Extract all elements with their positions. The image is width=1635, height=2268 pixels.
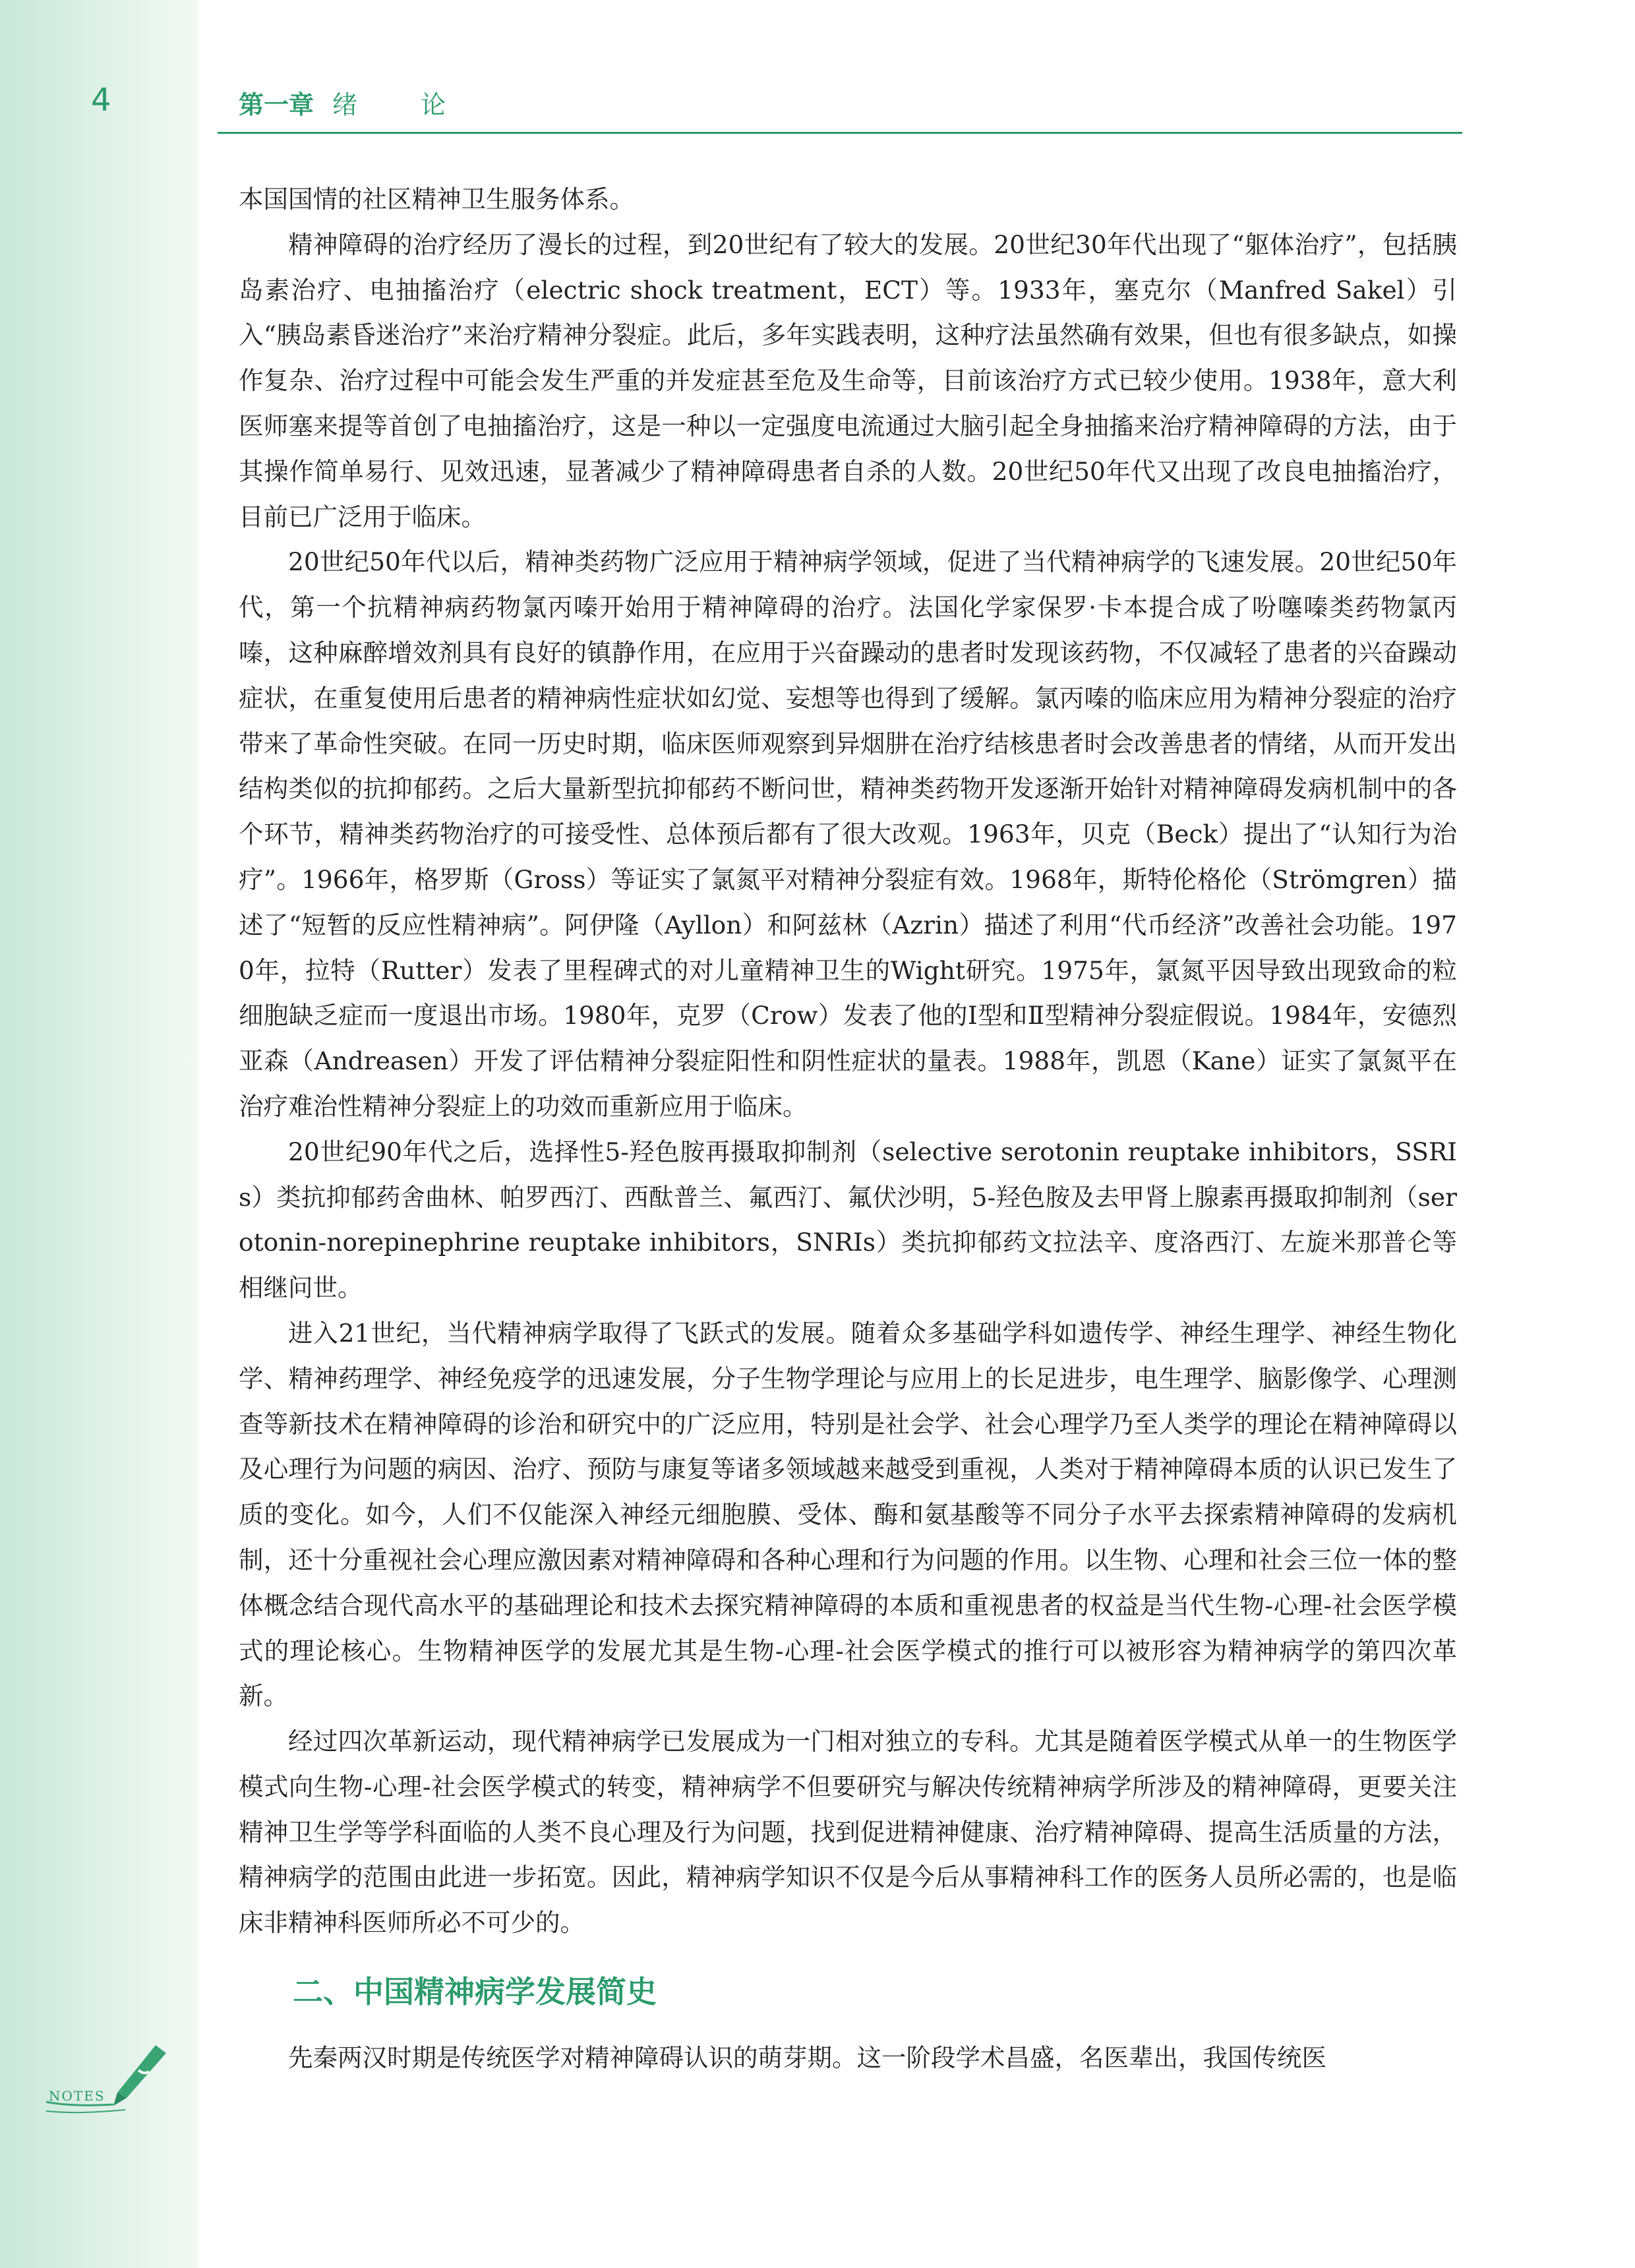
paragraph: 进入21世纪，当代精神病学取得了飞跃式的发展。随着众多基础学科如遗传学、神经生理学、神经生物化学、精神药理学、神经免疫学的迅速发展，分子生物学理论与应用上的长足进步，电生理学、脑影像学、心理测查等新技术在精神障碍的诊治和研究中的广泛应用，特别是社会学、社会心理学乃至人类学的理论在精神障碍以及心理行为问题的病因、治疗、预防与康复等诸多领域越来越受到重视，人类对于精神障碍本质的认识已发生了质的变化。如今，人们不仅能深入神经元细胞膜、受体、酶和氨基酸等不同分子水平去探索精神障碍的发病机制，还十分重视社会心理应激因素对精神障碍和各种心理和行为问题的作用。以生物、心理和社会三位一体的整体概念结合现代高水平的基础理论和技术去探究精神障碍的本质和重视患者的权益是当代生物-心理-社会医学模式的理论核心。生物精神医学的发展尤其是生物-心理-社会医学模式的推行可以被形容为精神病学的第四次革新。	[239, 1318, 1457, 1711]
paragraph: 先秦两汉时期是传统医学对精神障碍认识的萌芽期。这一阶段学术昌盛，名医辈出，我国传统医	[288, 2043, 1326, 2073]
header-rule	[218, 132, 1462, 134]
notes-pen-icon	[40, 2032, 171, 2118]
paragraph: 20世纪90年代之后，选择性5-羟色胺再摄取抑制剂（selective serotonin reuptake inhibitors，SSRIs）类抗抑郁药舍曲林、帕罗西汀、西酞普兰、氟西汀、氟伏沙明，5-羟色胺及去甲肾上腺素再摄取抑制剂（serotonin-norepinephrine reuptake inhibitors，SNRIs）类抗抑郁药文拉法辛、度洛西汀、左旋米那普仑等相继问世。	[239, 1137, 1457, 1303]
paragraph: 20世纪50年代以后，精神类药物广泛应用于精神病学领域，促进了当代精神病学的飞速发展。20世纪50年代，第一个抗精神病药物氯丙嗪开始用于精神障碍的治疗。法国化学家保罗·卡本提合成了吩噻嗪类药物氯丙嗪，这种麻醉增效剂具有良好的镇静作用，在应用于兴奋躁动的患者时发现该药物，不仅减轻了患者的兴奋躁动症状，在重复使用后患者的精神病性症状如幻觉、妄想等也得到了缓解。氯丙嗪的临床应用为精神分裂症的治疗带来了革命性突破。在同一历史时期，临床医师观察到异烟肼在治疗结核患者时会改善患者的情绪，从而开发出结构类似的抗抑郁药。之后大量新型抗抑郁药不断问世，精神类药物开发逐渐开始针对精神障碍发病机制中的各个环节，精神类药物治疗的可接受性、总体预后都有了很大改观。1963年，贝克（Beck）提出了“认知行为治疗”。1966年，格罗斯（Gross）等证实了氯氮平对精神分裂症有效。1968年，斯特伦格伦（Strömgren）描述了“短暂的反应性精神病”。阿伊隆（Ayllon）和阿兹林（Azrin）描述了利用“代币经济”改善社会功能。1970年，拉特（Rutter）发表了里程碑式的对儿童精神卫生的Wight研究。1975年，氯氮平因导致出现致命的粒细胞缺乏症而一度退出市场。1980年，克罗（Crow）发表了他的Ⅰ型和Ⅱ型精神分裂症假说。1984年，安德烈亚森（Andreasen）开发了评估精神分裂症阳性和阴性症状的量表。1988年，凯恩（Kane）证实了氯氮平在治疗难治性精神分裂症上的功效而重新应用于临床。	[239, 547, 1457, 1121]
paragraph-continued: 本国国情的社区精神卫生服务体系。	[239, 185, 634, 214]
notes-label: NOTES	[49, 2088, 105, 2104]
paragraph: 精神障碍的治疗经历了漫长的过程，到20世纪有了较大的发展。20世纪30年代出现了“躯体治疗”，包括胰岛素治疗、电抽搐治疗（electric shock treatment，ECT）等。1933年，塞克尔（Manfred Sakel）引入“胰岛素昏迷治疗”来治疗精神分裂症。此后，多年实践表明，这种疗法虽然确有效果，但也有很多缺点，如操作复杂、治疗过程中可能会发生严重的并发症甚至危及生命等，目前该治疗方式已较少使用。1938年，意大利医师塞来提等首创了电抽搐治疗，这是一种以一定强度电流通过大脑引起全身抽搐来治疗精神障碍的方法，由于其操作简单易行、见效迅速，显著减少了精神障碍患者自杀的人数。20世纪50年代又出现了改良电抽搐治疗，目前已广泛用于临床。	[239, 229, 1457, 531]
chapter-title: 绪 论	[332, 90, 474, 119]
body-text	[239, 177, 1457, 2081]
page-number: 4	[91, 82, 111, 119]
running-head	[239, 92, 473, 117]
chapter-label: 第一章	[239, 90, 314, 119]
paragraph: 经过四次革新运动，现代精神病学已发展成为一门相对独立的专科。尤其是随着医学模式从单一的生物医学模式向生物-心理-社会医学模式的转变，精神病学不但要研究与解决传统精神病学所涉及的精神障碍，更要关注精神卫生学等学科面临的人类不良心理及行为问题，找到促进精神健康、治疗精神障碍、提高生活质量的方法，精神病学的范围由此进一步拓宽。因此，精神病学知识不仅是今后从事精神科工作的医务人员所必需的，也是临床非精神科医师所必不可少的。	[239, 1727, 1457, 1938]
left-margin-band	[0, 0, 198, 2268]
section-heading: 二、中国精神病学发展简史	[293, 1974, 657, 2010]
